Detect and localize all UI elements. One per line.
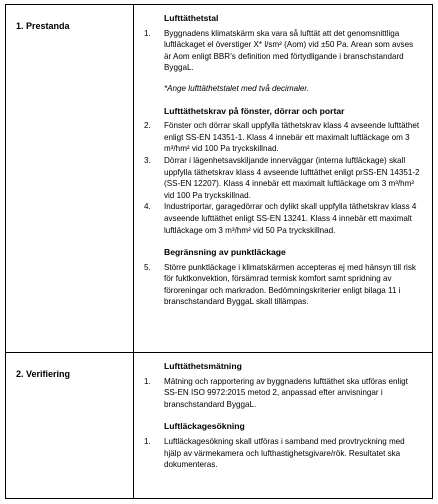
item-text: Luftläckagesökning skall utföras i samband med provtryckning med hjälp av värmekamera och lufthastighetsgivare/rök. Resultatet ska dokumenteras. bbox=[164, 436, 405, 470]
content-cell bbox=[134, 353, 433, 499]
note-text: *Ange lufttäthetstalet med två decimaler. bbox=[164, 83, 310, 93]
heading-lufttathetstal: Lufttäthetstal bbox=[164, 13, 219, 23]
section-title-verifiering: 2. Verifiering bbox=[16, 369, 71, 379]
requirements-table bbox=[5, 4, 433, 499]
item-text: Dörrar i lägenhetsavskiljande innerväggar (interna luftläckage) skall uppfylla täthetskrav klass 4 avseende lufttäthet enligt prSS-EN 14351-2 (SS-EN 12207). Klass 4 innebär ett maximalt luftläckage om 3 m³/hm² vid 100 Pa tryckskillnad. bbox=[164, 155, 420, 200]
heading-punktlackage: Begränsning av punktläckage bbox=[164, 247, 286, 258]
content-cell bbox=[134, 5, 433, 353]
item-number: 3. bbox=[144, 155, 151, 165]
heading-lufttathetsmatning: Lufttäthetsmätning bbox=[164, 361, 242, 371]
item-number: 4. bbox=[144, 202, 151, 212]
item-text: Byggnadens klimatskärm ska vara så lufttät att det genomsnittliga luftläckaget el överstiger X* l/sm² (Aom) vid ±50 Pa. Arean som avses är Aom enligt BBR’s definition med förtydligande i branschstandard ByggaL. bbox=[164, 28, 414, 73]
list-item bbox=[144, 376, 422, 411]
section-title-prestanda: 1. Prestanda bbox=[16, 21, 70, 31]
list-item bbox=[144, 201, 422, 236]
item-number: 1. bbox=[144, 28, 151, 38]
section-cell bbox=[6, 5, 134, 353]
section-cell bbox=[6, 353, 134, 499]
list-item bbox=[144, 120, 422, 155]
item-text: Större punktläckage i klimatskärmen accepteras ej med hänsyn till risk för fuktkonvektion, försämrad termisk komfort samt spridning av föroreningar och markradon. Bedömningskriterier enligt bilaga 11 i branschstandard ByggaL skall tillämpas. bbox=[164, 262, 416, 307]
item-number: 2. bbox=[144, 121, 151, 131]
item-number: 1. bbox=[144, 376, 151, 386]
item-number: 1. bbox=[144, 436, 151, 446]
heading-luftlackagesokning: Luftläckagesökning bbox=[164, 421, 245, 432]
item-text: Mätning och rapportering av byggnadens lufttäthet ska utföras enligt SS-EN ISO 9972:2015 metod 2, anpassad efter anvisningar i branschstandard ByggaL. bbox=[164, 376, 408, 409]
list-item bbox=[144, 155, 422, 201]
list-item bbox=[144, 28, 422, 74]
table-row-verifiering bbox=[6, 353, 433, 499]
item-text: Fönster och dörrar skall uppfylla täthetskrav klass 4 avseende lufttäthet enligt SS-EN 14351-1. Klass 4 innebär ett maximalt luftläckage om 3 m³/hm² vid 100 Pa tryckskillnad. bbox=[164, 121, 420, 154]
item-number: 5. bbox=[144, 262, 151, 272]
item-text: Industriportar, garagedörrar och dylikt skall uppfylla täthetskrav klass 4 avseende lufttäthet enligt SS-EN 13241. Klass 4 innebär ett maximalt luftläckage om 3 m³/hm² vid 50 Pa tryckskillnad. bbox=[164, 202, 417, 235]
heading-lufttathetskrav: Lufttäthetskrav på fönster, dörrar och portar bbox=[164, 105, 345, 116]
list-item bbox=[144, 436, 422, 471]
table-row-prestanda bbox=[6, 5, 433, 353]
list-item bbox=[144, 262, 422, 308]
